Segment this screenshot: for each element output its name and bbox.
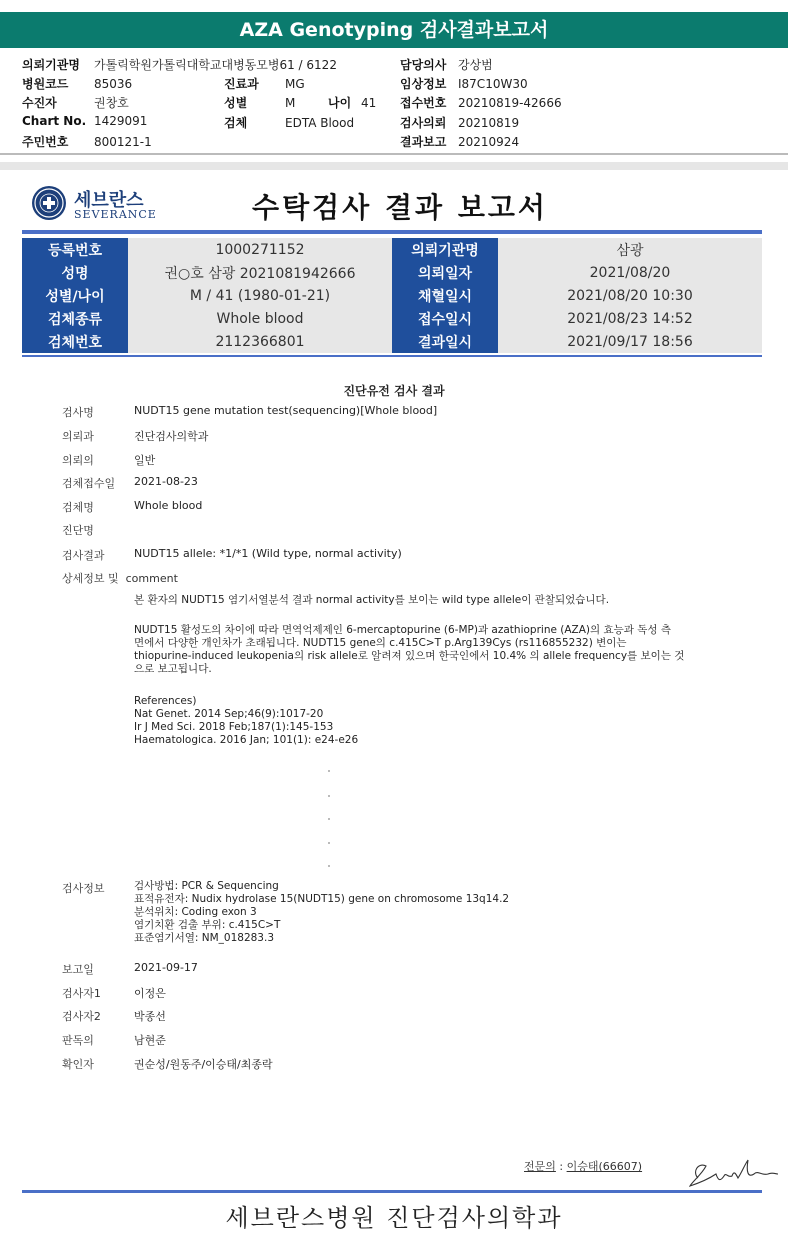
title-rule bbox=[22, 230, 762, 234]
specialist-signoff bbox=[524, 1158, 642, 1174]
field-value: NUDT15 gene mutation test(sequencing)[Whole blood] bbox=[134, 404, 438, 417]
field-label: 검사자2 bbox=[62, 1010, 101, 1023]
header-label: 진료과 bbox=[224, 77, 259, 91]
field-label: 검사명 bbox=[62, 406, 94, 419]
header-value: 800121-1 bbox=[94, 135, 152, 149]
signer-title: 전문의 bbox=[524, 1160, 556, 1173]
header-label: 수진자 bbox=[22, 96, 57, 110]
header-label: 주민번호 bbox=[22, 135, 69, 149]
header-label: 성별 bbox=[224, 96, 248, 110]
section-title: 진단유전 검사 결과 bbox=[343, 384, 445, 398]
field-label: 판독의 bbox=[62, 1034, 94, 1047]
field-value: 2021-09-17 bbox=[134, 961, 198, 974]
header-label: 나이 bbox=[328, 96, 352, 110]
field-value: 2021-08-23 bbox=[134, 475, 198, 488]
text-line: 염기치환 검출 부위: c.415C>T bbox=[134, 919, 281, 931]
header-label: 검체 bbox=[224, 116, 248, 130]
reg-value: 삼광 bbox=[498, 238, 762, 261]
reg-label: 결과일시 bbox=[392, 330, 498, 353]
comment-detail bbox=[134, 624, 714, 676]
text-line: 본 환자의 NUDT15 염기서열분석 결과 normal activity를 보이는 wild type allele이 관찰되었습니다. bbox=[134, 594, 610, 606]
reg-label: 검체종류 bbox=[22, 307, 128, 330]
field-label: 검사자1 bbox=[62, 987, 101, 1000]
divider bbox=[0, 153, 788, 155]
field-label: 확인자 bbox=[62, 1058, 94, 1071]
emblem-icon bbox=[32, 186, 66, 220]
signer-name: 이승태(66607) bbox=[566, 1160, 643, 1173]
reg-label: 성명 bbox=[22, 261, 128, 284]
field-label: 검체접수일 bbox=[62, 477, 116, 490]
table-row bbox=[22, 284, 762, 307]
header-value: MG bbox=[285, 77, 305, 91]
table-row bbox=[22, 330, 762, 353]
reg-label: 등록번호 bbox=[22, 238, 128, 261]
footer-rule bbox=[22, 1190, 762, 1193]
field-value: 박종선 bbox=[134, 1010, 166, 1023]
dot-mark bbox=[328, 795, 330, 797]
text-line: NUDT15 활성도의 차이에 따라 면역억제제인 6-mercaptopurine (6-MP)과 azathioprine (AZA)의 효능과 독성 측 bbox=[134, 624, 672, 636]
field-value: 이정은 bbox=[134, 987, 166, 1000]
header-label: 임상정보 bbox=[400, 77, 447, 91]
reg-label: 채혈일시 bbox=[392, 284, 498, 307]
table-row bbox=[22, 238, 762, 261]
text-line: Nat Genet. 2014 Sep;46(9):1017-20 bbox=[134, 708, 324, 720]
dot-mark bbox=[328, 770, 330, 772]
reg-value: 2112366801 bbox=[128, 330, 392, 353]
field-value: 일반 bbox=[134, 454, 156, 467]
text-line: 면에서 다양한 개인차가 초래됩니다. NUDT15 gene의 c.415C>T p.Arg139Cys (rs116855232) 변이는 bbox=[134, 637, 627, 649]
signer-sep: : bbox=[555, 1160, 567, 1173]
field-label: 의뢰과 bbox=[62, 430, 94, 443]
header-value: 가톨릭학원가톨릭대학교대병동모병61 / 6122 bbox=[94, 58, 337, 72]
registration-table bbox=[22, 238, 762, 353]
field-label: 보고일 bbox=[62, 963, 94, 976]
reg-value: 2021/08/20 10:30 bbox=[498, 284, 762, 307]
divider-band bbox=[0, 162, 788, 170]
reg-value: 2021/09/17 18:56 bbox=[498, 330, 762, 353]
header-value: 권창호 bbox=[94, 96, 129, 110]
field-label: 검체명 bbox=[62, 501, 94, 514]
text-line: thiopurine-induced leukopenia의 risk allele로 알려져 있으며 한국인에서 10.4% 의 allele frequency를 보이는 것 bbox=[134, 650, 685, 662]
text-line: 으로 보고됩니다. bbox=[134, 663, 212, 675]
reg-label: 성별/나이 bbox=[22, 284, 128, 307]
reg-label: 의뢰기관명 bbox=[392, 238, 498, 261]
header-value: 20210819-42666 bbox=[458, 96, 562, 110]
signature-image bbox=[688, 1152, 780, 1192]
reg-value: M / 41 (1980-01-21) bbox=[128, 284, 392, 307]
header-label: 담당의사 bbox=[400, 58, 447, 72]
header-value: 20210924 bbox=[458, 135, 520, 149]
report-title-bar bbox=[0, 12, 788, 48]
text-line: References) bbox=[134, 695, 197, 707]
footer-department: 세브란스병원 진단검사의학과 bbox=[225, 1204, 563, 1232]
field-label: 진단명 bbox=[62, 524, 94, 537]
header-value: EDTA Blood bbox=[285, 116, 355, 130]
header-label: 의뢰기관명 bbox=[22, 58, 80, 72]
header-value: 강상범 bbox=[458, 58, 493, 72]
header-label: Chart No. bbox=[22, 114, 87, 128]
reg-value: 2021/08/23 14:52 bbox=[498, 307, 762, 330]
text-line: 표적유전자: Nudix hydrolase 15(NUDT15) gene on chromosome 13q14.2 bbox=[134, 893, 510, 905]
header-value: 85036 bbox=[94, 77, 133, 91]
reg-value: 2021/08/20 bbox=[498, 261, 762, 284]
comment-label: 상세정보 및 comment bbox=[62, 572, 178, 585]
header-value: 1429091 bbox=[94, 114, 148, 128]
text-line: 검사방법: PCR & Sequencing bbox=[134, 880, 279, 892]
dot-mark bbox=[328, 818, 330, 820]
reg-value: 권○호 삼광 2021081942666 bbox=[128, 261, 392, 284]
dot-mark bbox=[328, 865, 330, 867]
field-value: NUDT15 allele: *1/*1 (Wild type, normal activity) bbox=[134, 547, 402, 560]
header-label: 접수번호 bbox=[400, 96, 447, 110]
header-value: I87C10W30 bbox=[458, 77, 528, 91]
field-value: Whole blood bbox=[134, 499, 203, 512]
reg-label: 의뢰일자 bbox=[392, 261, 498, 284]
field-value: 진단검사의학과 bbox=[134, 430, 209, 443]
document-title: 수탁검사 결과 보고서 bbox=[252, 191, 548, 224]
references bbox=[134, 695, 714, 747]
header-value: M bbox=[285, 96, 296, 110]
logo-text-en: SEVERANCE bbox=[74, 208, 157, 221]
field-label: 의뢰의 bbox=[62, 454, 94, 467]
header-value: 20210819 bbox=[458, 116, 520, 130]
dot-mark bbox=[328, 842, 330, 844]
header-value: 41 bbox=[361, 96, 377, 110]
field-value: 권순성/원동주/이승태/최종락 bbox=[134, 1058, 273, 1071]
text-line: 분석위치: Coding exon 3 bbox=[134, 906, 257, 918]
table-row bbox=[22, 261, 762, 284]
comment-summary bbox=[134, 594, 714, 607]
field-value: 남현준 bbox=[134, 1034, 166, 1047]
text-line: Ir J Med Sci. 2018 Feb;187(1):145-153 bbox=[134, 721, 334, 733]
text-line: 표준염기서열: NM_018283.3 bbox=[134, 932, 274, 944]
reg-value: 1000271152 bbox=[128, 238, 392, 261]
method-info bbox=[134, 880, 714, 945]
reg-label: 접수일시 bbox=[392, 307, 498, 330]
reg-label: 검체번호 bbox=[22, 330, 128, 353]
reg-value: Whole blood bbox=[128, 307, 392, 330]
table-row bbox=[22, 307, 762, 330]
text-line: Haematologica. 2016 Jan; 101(1): e24-e26 bbox=[134, 734, 359, 746]
field-label: 검사결과 bbox=[62, 549, 105, 562]
header-label: 검사의뢰 bbox=[400, 116, 447, 130]
report-title: AZA Genotyping 검사결과보고서 bbox=[239, 19, 549, 41]
header-label: 병원코드 bbox=[22, 77, 69, 91]
logo-text-ko: 세브란스 bbox=[74, 190, 144, 211]
method-label: 검사정보 bbox=[62, 882, 105, 895]
severance-logo bbox=[32, 186, 157, 226]
table-rule bbox=[22, 355, 762, 357]
header-label: 결과보고 bbox=[400, 135, 447, 149]
